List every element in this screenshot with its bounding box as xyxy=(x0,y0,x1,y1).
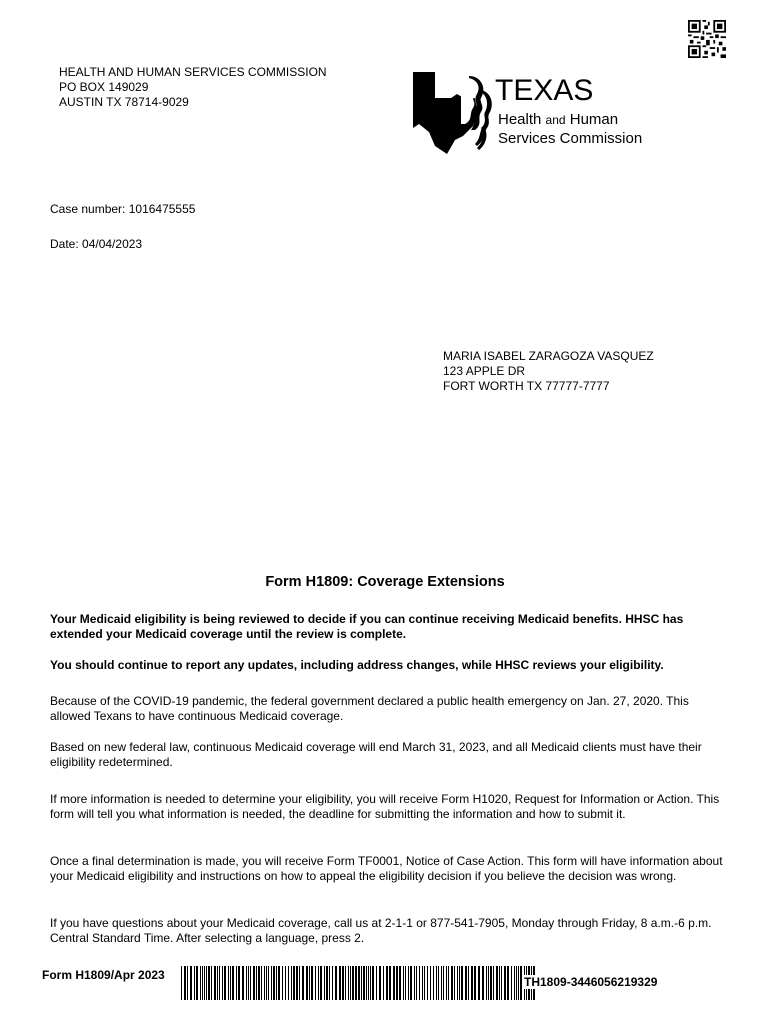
case-number xyxy=(50,202,195,216)
paragraph-covid: Because of the COVID-19 pandemic, the federal government declared a public health emergency on Jan. 27, 2020. This allowed Texans to have continuous Medicaid coverage. xyxy=(50,694,689,724)
paragraph-questions: If you have questions about your Medicaid coverage, call us at 2-1-1 or 877-541-7905, Monday through Friday, 8 a.m.-6 p.m. Central Standard Time. After selecting a language, press 2. xyxy=(50,916,712,946)
date-label: Date: xyxy=(50,237,79,251)
texas-hhsc-logo xyxy=(411,70,651,158)
recipient-address xyxy=(443,349,654,394)
sender-line-3: AUSTIN TX 78714-9029 xyxy=(59,95,189,109)
logo-health-human: Health and Human xyxy=(498,111,619,128)
paragraph-more-info: If more information is needed to determine your eligibility, you will receive Form H1020, Request for Information or Action. This form will tell you what information is needed, the deadline for submitting the information and how to submit it. xyxy=(50,792,720,822)
sender-address xyxy=(59,65,327,110)
footer-form-id: Form H1809/Apr 2023 xyxy=(42,968,165,982)
logo-texas: TEXAS xyxy=(495,74,594,107)
barcode xyxy=(181,966,536,1000)
sender-line-1: HEALTH AND HUMAN SERVICES COMMISSION xyxy=(59,65,327,79)
sender-line-2: PO BOX 149029 xyxy=(59,80,149,94)
qr-code xyxy=(688,20,726,58)
paragraph-report-updates: You should continue to report any updates, including address changes, while HHSC reviews your eligibility. xyxy=(50,658,664,672)
case-number-label: Case number: xyxy=(50,202,126,216)
form-title: Form H1809: Coverage Extensions xyxy=(265,574,505,590)
logo-services-commission: Services Commission xyxy=(498,130,643,147)
recipient-city: FORT WORTH TX 77777-7777 xyxy=(443,379,610,393)
recipient-street: 123 APPLE DR xyxy=(443,364,526,378)
case-number-value: 1016475555 xyxy=(128,202,196,216)
paragraph-final-determination: Once a final determination is made, you will receive Form TF0001, Notice of Case Action. This form will have information about your Medicaid eligibility and instructions on how to appeal the eligibility decision if you believe the decision was wrong. xyxy=(50,854,723,884)
barcode-text: TH1809-3446056219329 xyxy=(524,975,658,989)
date-value: 04/04/2023 xyxy=(82,237,143,251)
letter-date xyxy=(50,237,142,251)
paragraph-review-notice: Your Medicaid eligibility is being reviewed to decide if you can continue receiving Medicaid benefits. HHSC has extended your Medicaid coverage until the review is complete. xyxy=(50,612,684,642)
paragraph-federal-law: Based on new federal law, continuous Medicaid coverage will end March 31, 2023, and all Medicaid clients must have their eligibility redetermined. xyxy=(50,740,702,770)
recipient-name: MARIA ISABEL ZARAGOZA VASQUEZ xyxy=(443,349,654,363)
